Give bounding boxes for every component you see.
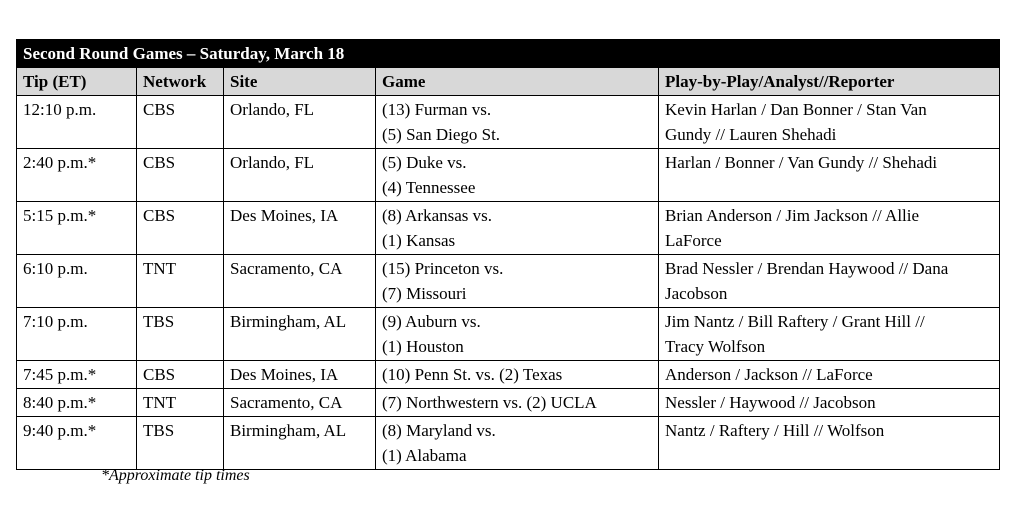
table-title: Second Round Games – Saturday, March 18 [17, 40, 1000, 68]
cell-network: TBS [137, 308, 224, 361]
cell-crew-line: Gundy // Lauren Shehadi [665, 125, 837, 144]
cell-crew [659, 149, 1000, 202]
cell-crew-line: Jacobson [665, 284, 728, 303]
cell-game-line: (5) Duke vs. [382, 153, 467, 172]
cell-crew [659, 96, 1000, 149]
cell-game-line: (10) Penn St. vs. (2) Texas [382, 365, 563, 384]
cell-network: CBS [137, 96, 224, 149]
cell-game [376, 308, 659, 361]
cell-tip: 9:40 p.m.* [17, 417, 137, 470]
cell-game [376, 361, 659, 389]
cell-tip: 5:15 p.m.* [17, 202, 137, 255]
cell-game [376, 255, 659, 308]
cell-game-line: (7) Missouri [382, 284, 467, 303]
cell-site: Des Moines, IA [224, 202, 376, 255]
table-row [17, 202, 1000, 255]
cell-network: TNT [137, 389, 224, 417]
header-site: Site [224, 68, 376, 96]
cell-tip: 8:40 p.m.* [17, 389, 137, 417]
header-network: Network [137, 68, 224, 96]
cell-game-line: (7) Northwestern vs. (2) UCLA [382, 393, 597, 412]
cell-tip: 6:10 p.m. [17, 255, 137, 308]
cell-site: Orlando, FL [224, 96, 376, 149]
header-game: Game [376, 68, 659, 96]
cell-crew [659, 361, 1000, 389]
table-row [17, 308, 1000, 361]
cell-crew-line: Nessler / Haywood // Jacobson [665, 393, 876, 412]
cell-crew-line: Harlan / Bonner / Van Gundy // Shehadi [665, 153, 938, 172]
cell-tip: 12:10 p.m. [17, 96, 137, 149]
cell-site: Sacramento, CA [224, 389, 376, 417]
cell-crew-line: Anderson / Jackson // LaForce [665, 365, 873, 384]
table-row [17, 255, 1000, 308]
header-row [17, 68, 1000, 96]
table-row [17, 96, 1000, 149]
cell-game-line: (1) Houston [382, 337, 464, 356]
cell-crew [659, 255, 1000, 308]
cell-game-line: (15) Princeton vs. [382, 259, 504, 278]
cell-game [376, 417, 659, 470]
cell-crew [659, 202, 1000, 255]
cell-network: TBS [137, 417, 224, 470]
cell-site: Birmingham, AL [224, 417, 376, 470]
cell-game-line: (9) Auburn vs. [382, 312, 481, 331]
table-row [17, 149, 1000, 202]
cell-crew-line: Brian Anderson / Jim Jackson // Allie [665, 206, 920, 225]
cell-game [376, 389, 659, 417]
cell-crew-line: Brad Nessler / Brendan Haywood // Dana [665, 259, 949, 278]
cell-game [376, 96, 659, 149]
cell-game-line: (4) Tennessee [382, 178, 476, 197]
cell-network: CBS [137, 202, 224, 255]
table-row [17, 417, 1000, 470]
cell-crew [659, 389, 1000, 417]
cell-crew-line: Nantz / Raftery / Hill // Wolfson [665, 421, 885, 440]
cell-tip: 7:45 p.m.* [17, 361, 137, 389]
cell-crew-line: Tracy Wolfson [665, 337, 766, 356]
cell-tip: 2:40 p.m.* [17, 149, 137, 202]
title-row [17, 40, 1000, 68]
cell-crew-line: Jim Nantz / Bill Raftery / Grant Hill // [665, 312, 925, 331]
table-row [17, 361, 1000, 389]
cell-game [376, 202, 659, 255]
cell-game-line: (8) Maryland vs. [382, 421, 496, 440]
cell-site: Orlando, FL [224, 149, 376, 202]
cell-crew-line: Kevin Harlan / Dan Bonner / Stan Van [665, 100, 927, 119]
cell-network: TNT [137, 255, 224, 308]
cell-game-line: (13) Furman vs. [382, 100, 492, 119]
header-crew: Play-by-Play/Analyst//Reporter [659, 68, 1000, 96]
cell-site: Sacramento, CA [224, 255, 376, 308]
cell-crew [659, 308, 1000, 361]
schedule-table [16, 39, 1000, 470]
cell-crew [659, 417, 1000, 470]
footnote: *Approximate tip times [101, 467, 250, 484]
cell-game-line: (1) Kansas [382, 231, 456, 250]
cell-game [376, 149, 659, 202]
cell-tip: 7:10 p.m. [17, 308, 137, 361]
header-tip: Tip (ET) [17, 68, 137, 96]
cell-site: Des Moines, IA [224, 361, 376, 389]
cell-site: Birmingham, AL [224, 308, 376, 361]
cell-game-line: (5) San Diego St. [382, 125, 501, 144]
cell-crew-line: LaForce [665, 231, 722, 250]
table-body [17, 96, 1000, 470]
cell-network: CBS [137, 361, 224, 389]
cell-game-line: (8) Arkansas vs. [382, 206, 493, 225]
table-row [17, 389, 1000, 417]
cell-game-line: (1) Alabama [382, 446, 467, 465]
cell-network: CBS [137, 149, 224, 202]
